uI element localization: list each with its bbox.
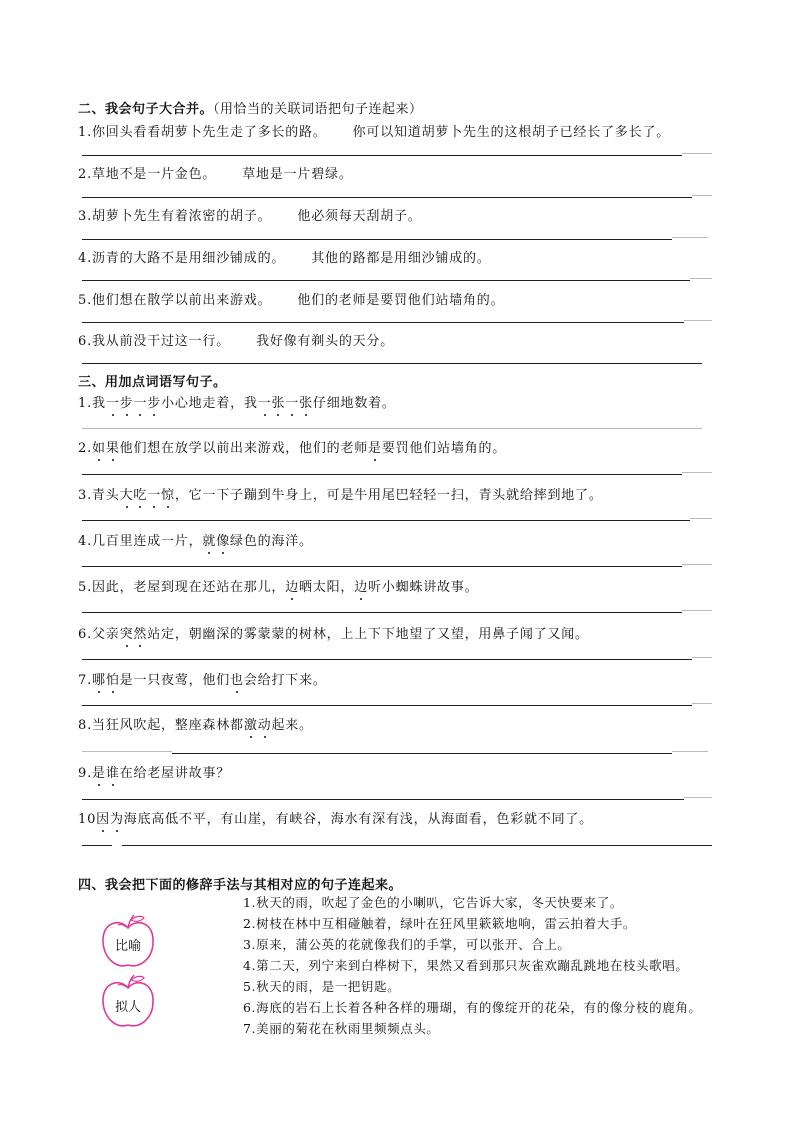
answer-line-head: [82, 751, 172, 752]
answer-line-tail: [682, 472, 712, 473]
s3-question-8: [78, 714, 313, 733]
dotted-char: 大: [120, 484, 134, 503]
answer-line[interactable]: [82, 197, 692, 198]
answer-line[interactable]: [82, 322, 684, 323]
s4-sentence-1[interactable]: 1.秋天的雨，吹起了金色的小喇叭，它告诉大家，冬天快要来了。: [243, 895, 623, 910]
answer-line[interactable]: [82, 155, 682, 156]
section2-note: （用恰当的关联词语把句子连起来）: [213, 102, 423, 117]
text: 9.: [78, 766, 93, 781]
text: 1.我: [78, 396, 106, 411]
answer-line[interactable]: [82, 280, 690, 281]
section3-title: [78, 371, 227, 390]
text: 10: [78, 812, 97, 827]
s3-question-5: [78, 576, 478, 595]
answer-line[interactable]: [122, 845, 712, 846]
dotted-char: 步: [120, 392, 134, 411]
text: 起来。: [271, 718, 313, 733]
s3-question-9: [78, 762, 230, 781]
answer-line-tail: [692, 195, 712, 196]
text: ，它一下子蹦到牛身上，可是牛用尾巴轻轻一扫，青头就给摔到地了。: [174, 488, 603, 503]
text: 会给打下来。: [243, 673, 327, 688]
text: 5.因此，老屋到现在还站在那儿，: [78, 580, 286, 595]
text: 站定，朝幽深的雾蒙蒙的树林，上上下下地望了又望，用鼻子闻了又闻。: [147, 627, 589, 642]
text: 他们想在放学以前出来游戏，他们的老师: [119, 441, 369, 456]
dotted-char: 哪: [92, 669, 106, 688]
s4-sentence-4[interactable]: 4.第二天，列宁来到白桦树下，果然又看到那只灰雀欢蹦乱跳地在枝头歌唱。: [243, 958, 689, 973]
s2-q4-b: 其他的路都是用细沙铺成的。: [311, 251, 491, 266]
dotted-char: 因: [96, 808, 110, 827]
s2-q6-b: 我好像有剃头的天分。: [256, 334, 395, 349]
apple-label-metaphor[interactable]: [98, 914, 158, 972]
dotted-char: 一: [285, 392, 299, 411]
dotted-char: 是: [92, 762, 106, 781]
text: 海底高低不平，有山崖，有峡谷，海水有深有浅，从海面看，色彩就不同了。: [123, 812, 593, 827]
s2-q2-b: 草地是一片碧绿。: [242, 167, 353, 182]
text: 2.: [78, 441, 93, 456]
answer-line[interactable]: [82, 428, 702, 429]
text: 小心地走着，我: [161, 396, 258, 411]
answer-line[interactable]: [82, 520, 690, 521]
section2-title: [78, 98, 423, 117]
text: 3.青头: [78, 488, 120, 503]
dotted-char: 张: [299, 392, 313, 411]
s3-question-3: [78, 484, 603, 503]
dotted-char: 步: [147, 392, 161, 411]
dotted-char: 如: [92, 437, 106, 456]
dotted-char: 一: [258, 392, 272, 411]
s2-q1-b: 你可以知道胡萝卜先生的这根胡子已经长了多长了。: [352, 125, 671, 140]
answer-line[interactable]: [82, 566, 682, 567]
dotted-char: 也: [230, 669, 244, 688]
answer-line-tail: [672, 237, 708, 238]
s2-question-1: [78, 121, 670, 140]
s2-q5-a: 5.他们想在散学以前出来游戏。: [78, 293, 272, 308]
s4-sentence-5[interactable]: 5.秋天的雨，是一把钥匙。: [243, 979, 401, 994]
s3-question-1: [78, 392, 396, 411]
answer-line[interactable]: [82, 363, 702, 364]
answer-line-tail: [682, 153, 712, 154]
text: 6.父亲: [78, 627, 120, 642]
s2-question-3: [78, 205, 422, 224]
s2-q5-b: 他们的老师是要罚他们站墙角的。: [297, 293, 505, 308]
dotted-char: 吃: [133, 484, 147, 503]
s2-q3-a: 3.胡萝卜先生有着浓密的胡子。: [78, 209, 272, 224]
section2-title-text: 二、我会句子大合并。: [78, 102, 214, 117]
text: 8.当狂风吹起，整座森林都: [78, 718, 244, 733]
dotted-char: 为: [110, 808, 124, 827]
label-personification: 拟人: [114, 1000, 141, 1015]
section4-title-text: 四、我会把下面的修辞手法与其相对应的句子连起来。: [78, 878, 403, 893]
apple-label-personification[interactable]: [98, 974, 158, 1032]
text: 4.几百里连成一片，: [78, 534, 203, 549]
dotted-char: 一: [106, 392, 120, 411]
dotted-char: 怕: [106, 669, 120, 688]
text: 听小蜘蛛讲故事。: [368, 580, 479, 595]
answer-line-tail: [692, 657, 712, 658]
text: 是一只夜莺，他们: [119, 673, 231, 688]
s3-question-2: [78, 437, 506, 456]
answer-line[interactable]: [82, 799, 684, 800]
s4-sentence-3[interactable]: 3.原来，蒲公英的花就像我们的手掌，可以张开、合上。: [243, 937, 571, 952]
s2-question-6: [78, 330, 394, 349]
text: 晒太阳，: [299, 580, 355, 595]
dotted-char: 激: [244, 714, 258, 733]
s3-question-10: [78, 808, 593, 827]
dotted-char: 一: [133, 392, 147, 411]
text: 绿色的海洋。: [230, 534, 313, 549]
answer-line[interactable]: [82, 239, 672, 240]
answer-line[interactable]: [172, 753, 672, 754]
answer-line-tail: [690, 278, 712, 279]
s2-q3-b: 他必须每天刮胡子。: [297, 209, 422, 224]
s2-q2-a: 2.草地不是一片金色。: [78, 167, 217, 182]
dotted-char: 然: [133, 623, 147, 642]
answer-line-tail: [682, 610, 712, 611]
dotted-char: 张: [271, 392, 285, 411]
answer-line-tail: [684, 797, 712, 798]
answer-line-tail: [682, 564, 712, 565]
dotted-char: 是: [368, 437, 382, 456]
dotted-char: 一: [147, 484, 161, 503]
dotted-char: 突: [120, 623, 134, 642]
answer-line[interactable]: [82, 659, 692, 660]
section4-title: [78, 874, 402, 893]
s4-sentence-7[interactable]: 7.美丽的菊花在秋雨里频频点头。: [243, 1021, 440, 1036]
s3-question-6: [78, 623, 589, 642]
answer-line-head: [82, 845, 112, 846]
s2-q6-a: 6.我从前没干过这一行。: [78, 334, 231, 349]
s3-question-4: [78, 530, 313, 549]
answer-line[interactable]: [82, 612, 682, 613]
text: 7.: [78, 673, 93, 688]
dotted-char: 边: [285, 576, 299, 595]
answer-line[interactable]: [82, 474, 682, 475]
s2-q1-a: 1.你回头看看胡萝卜先生走了多长的路。: [78, 125, 327, 140]
s4-sentence-2[interactable]: 2.树枝在林中互相碰触着，绿叶在狂风里簌簌地响，雷云拍着大手。: [243, 916, 637, 931]
dotted-char: 惊: [161, 484, 175, 503]
s2-question-2: [78, 163, 353, 182]
answer-line-tail: [684, 320, 712, 321]
label-metaphor: 比喻: [114, 939, 141, 954]
answer-line[interactable]: [82, 705, 692, 706]
dotted-char: 边: [354, 576, 368, 595]
dotted-char: 像: [216, 530, 230, 549]
s2-question-5: [78, 289, 504, 308]
s2-q4-a: 4.沥青的大路不是用细沙铺成的。: [78, 251, 286, 266]
text: 要罚他们站墙角的。: [381, 441, 507, 456]
dotted-char: 动: [258, 714, 272, 733]
text: 仔细地数着。: [312, 396, 396, 411]
dotted-char: 谁: [106, 762, 120, 781]
answer-line-tail: [690, 518, 712, 519]
answer-line-tail: [672, 751, 708, 752]
answer-line-tail: [692, 703, 712, 704]
s3-question-7: [78, 669, 327, 688]
dotted-char: 就: [202, 530, 216, 549]
dotted-char: 果: [106, 437, 120, 456]
s2-question-4: [78, 247, 491, 266]
section3-title-text: 三、用加点词语写句子。: [78, 375, 227, 390]
s4-sentence-6[interactable]: 6.海底的岩石上长着各种各样的珊瑚，有的像绽开的花朵，有的像分枝的鹿角。: [243, 1000, 702, 1015]
text: 在给老屋讲故事？: [119, 766, 231, 781]
